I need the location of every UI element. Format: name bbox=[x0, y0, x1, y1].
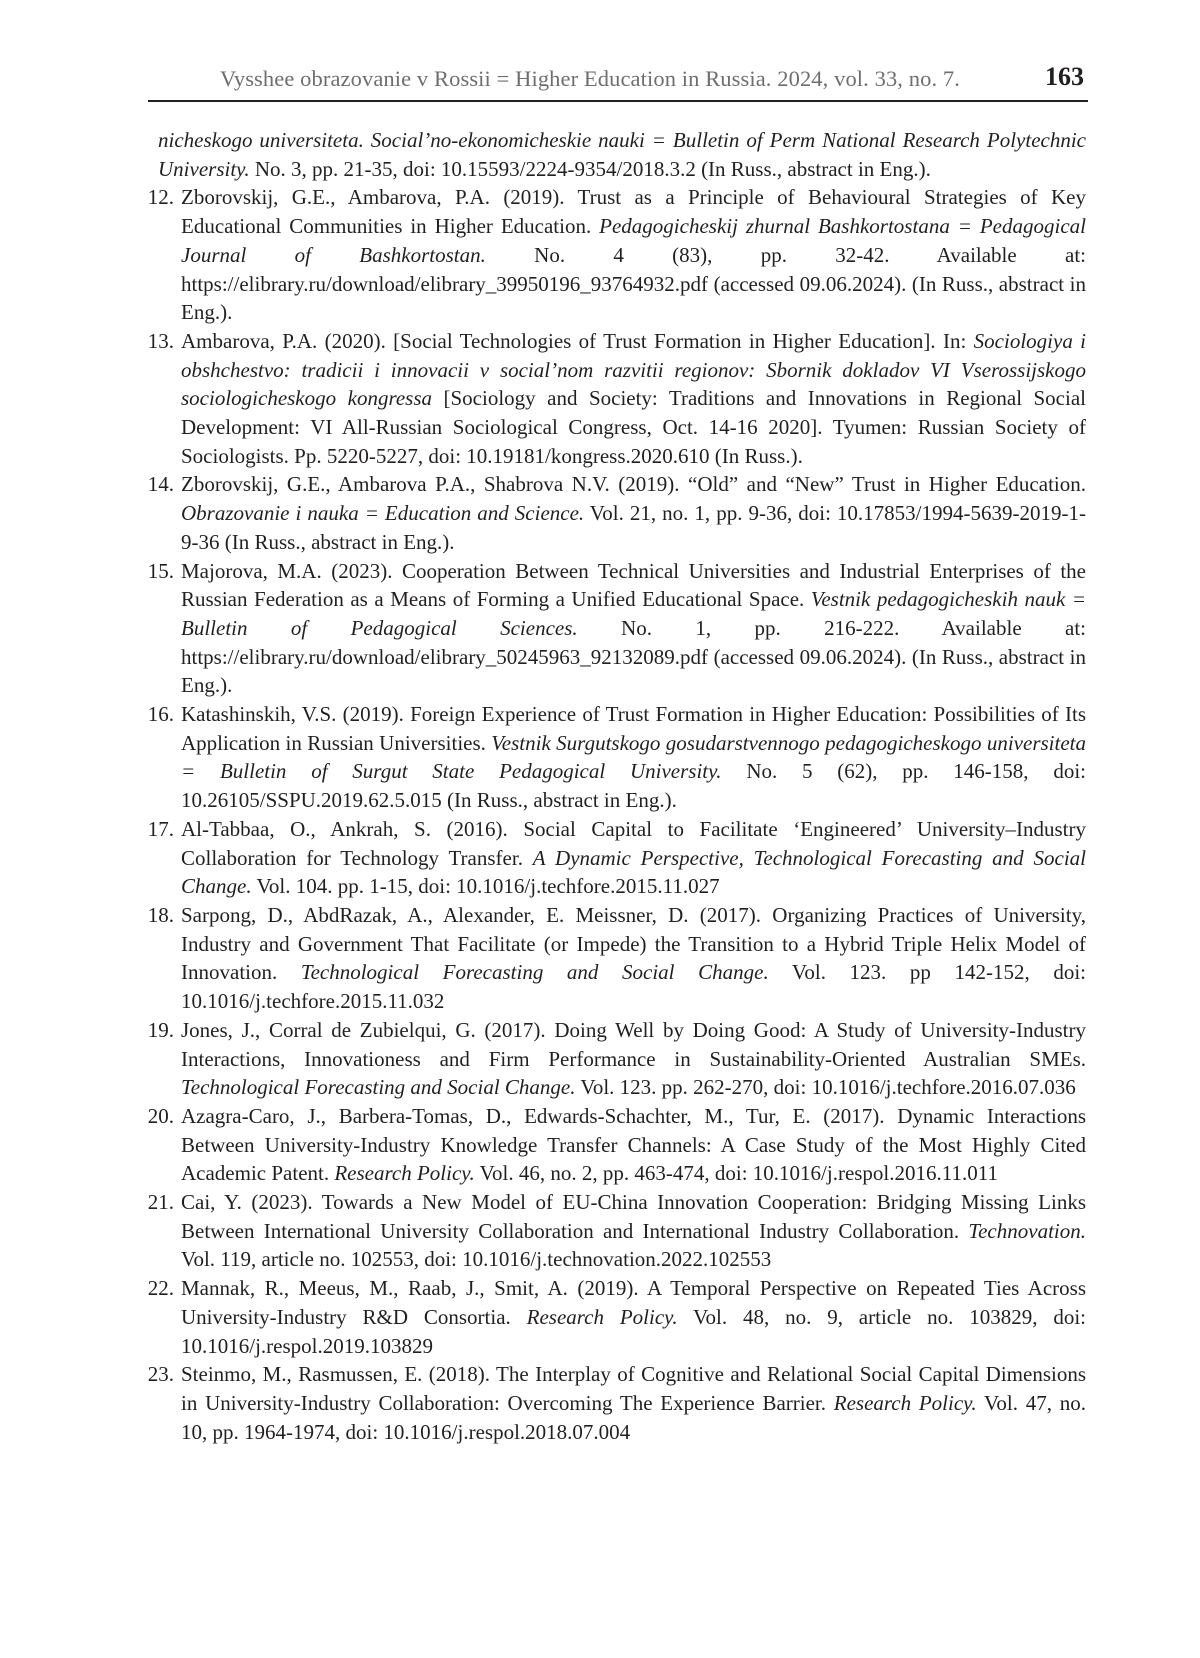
reference-text bbox=[181, 1362, 1086, 1443]
reference-text bbox=[181, 1018, 1086, 1099]
reference-segment: Vol. 123. pp. 262-270, doi: 10.1016/j.techfore.2016.07.036 bbox=[575, 1075, 1076, 1100]
reference-text bbox=[181, 702, 1086, 812]
reference-text bbox=[181, 1190, 1086, 1271]
reference-segment: Zborovskij, G.E., Ambarova P.A., Shabrova N.V. (2019). “Old” and “New” Trust in Higher Education. bbox=[181, 472, 1086, 497]
reference-number: 19. bbox=[147, 1017, 174, 1042]
journal-title: Vysshee obrazovanie v Rossii = Higher Education in Russia. 2024, vol. 33, no. 7. bbox=[220, 66, 960, 91]
reference-item bbox=[148, 126, 1086, 183]
reference-number: 13. bbox=[147, 328, 174, 353]
reference-segment: Research Policy. bbox=[526, 1304, 678, 1329]
reference-text bbox=[158, 128, 1086, 181]
reference-segment: Steinmo, M., Rasmussen, E. (2018). The Interplay of Cognitive and Relational Social Capital Dimensions in University-Industry Collaboration: Overcoming The Experience Barrier. bbox=[181, 1362, 1086, 1415]
reference-text bbox=[181, 472, 1086, 553]
reference-number: 20. bbox=[147, 1103, 174, 1128]
reference-item bbox=[148, 815, 1086, 901]
reference-segment: Cai, Y. (2023). Towards a New Model of EU-China Innovation Cooperation: Bridging Missing Links Between International University Collaboration and International Industry Collaboration. bbox=[181, 1190, 1086, 1243]
reference-segment: Vol. 48, no. 9, article no. 103829, doi: 10.1016/j.respol.2019.103829 bbox=[181, 1304, 1086, 1358]
reference-text bbox=[181, 903, 1086, 1013]
reference-segment: No. 1, pp. 216-222. Available at: https://elibrary.ru/download/elibrary_50245963_92132089.pdf (accessed 09.06.2024). (In Russ., abstract in Eng.). bbox=[181, 615, 1087, 698]
reference-segment: Vol. 46, no. 2, pp. 463-474, doi: 10.1016/j.respol.2016.11.011 bbox=[474, 1161, 998, 1186]
reference-segment: Sarpong, D., AbdRazak, A., Alexander, E. Meissner, D. (2017). Organizing Practices of University, Industry and Government That Facilitate (or Impede) the Transition to a Hybrid Triple Helix Model of Innovation. bbox=[181, 902, 1086, 985]
reference-number: 15. bbox=[147, 558, 174, 583]
reference-segment: Majorova, M.A. (2023). Cooperation Between Technical Universities and Industrial Enterprises of the Russian Federation as a Means of Forming a Unified Educational Space. bbox=[181, 558, 1086, 612]
reference-item bbox=[148, 901, 1086, 1016]
reference-item bbox=[148, 557, 1086, 701]
reference-number: 17. bbox=[147, 816, 174, 841]
reference-segment: Research Policy. bbox=[833, 1390, 977, 1415]
reference-number: 12. bbox=[147, 185, 174, 210]
reference-text bbox=[181, 817, 1086, 898]
reference-segment: Katashinskih, V.S. (2019). Foreign Experience of Trust Formation in Higher Education: Possibilities of Its Application in Russian Universities. bbox=[181, 702, 1086, 755]
reference-item bbox=[148, 1102, 1086, 1188]
reference-item bbox=[148, 183, 1086, 327]
reference-segment: Technological Forecasting and Social Change. bbox=[181, 1075, 576, 1100]
reference-segment: Research Policy. bbox=[334, 1161, 475, 1186]
reference-segment: No. 5 (62), pp. 146-158, doi: 10.26105/SSPU.2019.62.5.015 (In Russ., abstract in Eng.). bbox=[181, 759, 1086, 813]
reference-segment: Azagra-Caro, J., Barbera-Tomas, D., Edwards-Schachter, M., Tur, E. (2017). Dynamic Interactions Between University-Industry Knowledge Transfer Channels: A Case Study of the Most Highly Cited Academic Patent. bbox=[181, 1103, 1086, 1186]
reference-number: 14. bbox=[147, 472, 174, 497]
reference-segment: A Dynamic Perspective, Technological Forecasting and Social Change. bbox=[181, 845, 1086, 899]
reference-segment: Mannak, R., Meeus, M., Raab, J., Smit, A. (2019). A Temporal Perspective on Repeated Ties Across University-Industry R&D Consortia. bbox=[181, 1276, 1086, 1329]
reference-segment: Vol. 104. pp. 1-15, doi: 10.1016/j.techfore.2015.11.027 bbox=[251, 874, 720, 899]
reference-item bbox=[148, 470, 1086, 556]
reference-segment: Technovation. bbox=[968, 1218, 1086, 1243]
reference-segment: Obrazovanie i nauka = Education and Science. bbox=[181, 501, 585, 526]
reference-segment: Sociologiya i obshchestvo: tradicii i innovacii v social’nom razvitii regionov: Sbornik dokladov VI Vserossijskogo sociologicheskogo kongressa bbox=[181, 328, 1087, 411]
reference-item bbox=[148, 1016, 1086, 1102]
reference-text bbox=[181, 329, 1086, 468]
reference-segment: Pedagogicheskij zhurnal Bashkortostana = Pedagogical Journal of Bashkortostan. bbox=[181, 214, 1086, 267]
reference-segment: Vol. 21, no. 1, pp. 9-36, doi: 10.17853/1994-5639-2019-1-9-36 (In Russ., abstract in Eng.). bbox=[181, 501, 1086, 554]
reference-item bbox=[148, 1188, 1086, 1274]
reference-text bbox=[181, 1276, 1086, 1357]
reference-segment: Vol. 47, no. 10, pp. 1964-1974, doi: 10.1016/j.respol.2018.07.004 bbox=[181, 1390, 1086, 1444]
reference-number: 23. bbox=[147, 1362, 174, 1387]
reference-text bbox=[181, 1104, 1086, 1185]
reference-item bbox=[148, 1360, 1086, 1446]
running-header bbox=[148, 58, 1088, 102]
reference-number: 16. bbox=[147, 702, 174, 727]
reference-segment: Zborovskij, G.E., Ambarova, P.A. (2019). Trust as a Principle of Behavioural Strategies of Key Educational Communities in Higher Education. bbox=[181, 185, 1086, 239]
reference-segment: [Sociology and Society: Traditions and Innovations in Regional Social Development: VI All-Russian Sociological Congress, Oct. 14-16 2020]. Tyumen: Russian Society of Sociologists. Pp. 5220-5227, doi: 10.19181/kongress.2020.610 (In Russ.). bbox=[181, 386, 1086, 468]
reference-segment: No. 4 (83), pp. 32-42. Available at: https://elibrary.ru/download/elibrary_39950196_93764932.pdf (accessed 09.06.2024). (In Russ., abstract in Eng.). bbox=[181, 242, 1086, 325]
reference-text bbox=[181, 559, 1086, 698]
reference-list bbox=[148, 126, 1086, 1446]
reference-segment: Vol. 119, article no. 102553, doi: 10.1016/j.technovation.2022.102553 bbox=[181, 1247, 772, 1272]
reference-number: 22. bbox=[147, 1276, 174, 1301]
reference-item bbox=[148, 700, 1086, 815]
reference-item bbox=[148, 327, 1086, 471]
reference-text bbox=[181, 185, 1086, 324]
reference-segment: nicheskogo universiteta. Social’no-ekonomicheskie nauki = Bulletin of Perm National Research Polytechnic University. bbox=[158, 128, 1086, 181]
reference-segment: Vestnik pedagogicheskih nauk = Bulletin of Pedagogical Sciences. bbox=[181, 587, 1086, 640]
reference-segment: Vestnik Surgutskogo gosudarstvennogo pedagogicheskogo universiteta = Bulletin of Surgut State Pedagogical University. bbox=[181, 730, 1086, 784]
reference-segment: No. 3, pp. 21-35, doi: 10.15593/2224-9354/2018.3.2 (In Russ., abstract in Eng.). bbox=[249, 156, 931, 181]
reference-segment: Vol. 123. pp 142-152, doi: 10.1016/j.techfore.2015.11.032 bbox=[181, 960, 1086, 1014]
page-number: 163 bbox=[1045, 62, 1084, 91]
reference-segment: Ambarova, P.A. (2020). [Social Technologies of Trust Formation in Higher Education]. In: bbox=[181, 328, 974, 353]
reference-number: 18. bbox=[147, 902, 174, 927]
reference-segment: Al-Tabbaa, O., Ankrah, S. (2016). Social Capital to Facilitate ‘Engineered’ University–Industry Collaboration for Technology Transfer. bbox=[181, 816, 1086, 870]
reference-item bbox=[148, 1274, 1086, 1360]
reference-number: 21. bbox=[147, 1190, 174, 1215]
reference-segment: Technological Forecasting and Social Change. bbox=[300, 960, 769, 985]
reference-segment: Jones, J., Corral de Zubielqui, G. (2017). Doing Well by Doing Good: A Study of University-Industry Interactions, Innovationess and Firm Performance in Sustainability-Oriented Australian SMEs. bbox=[181, 1017, 1086, 1071]
